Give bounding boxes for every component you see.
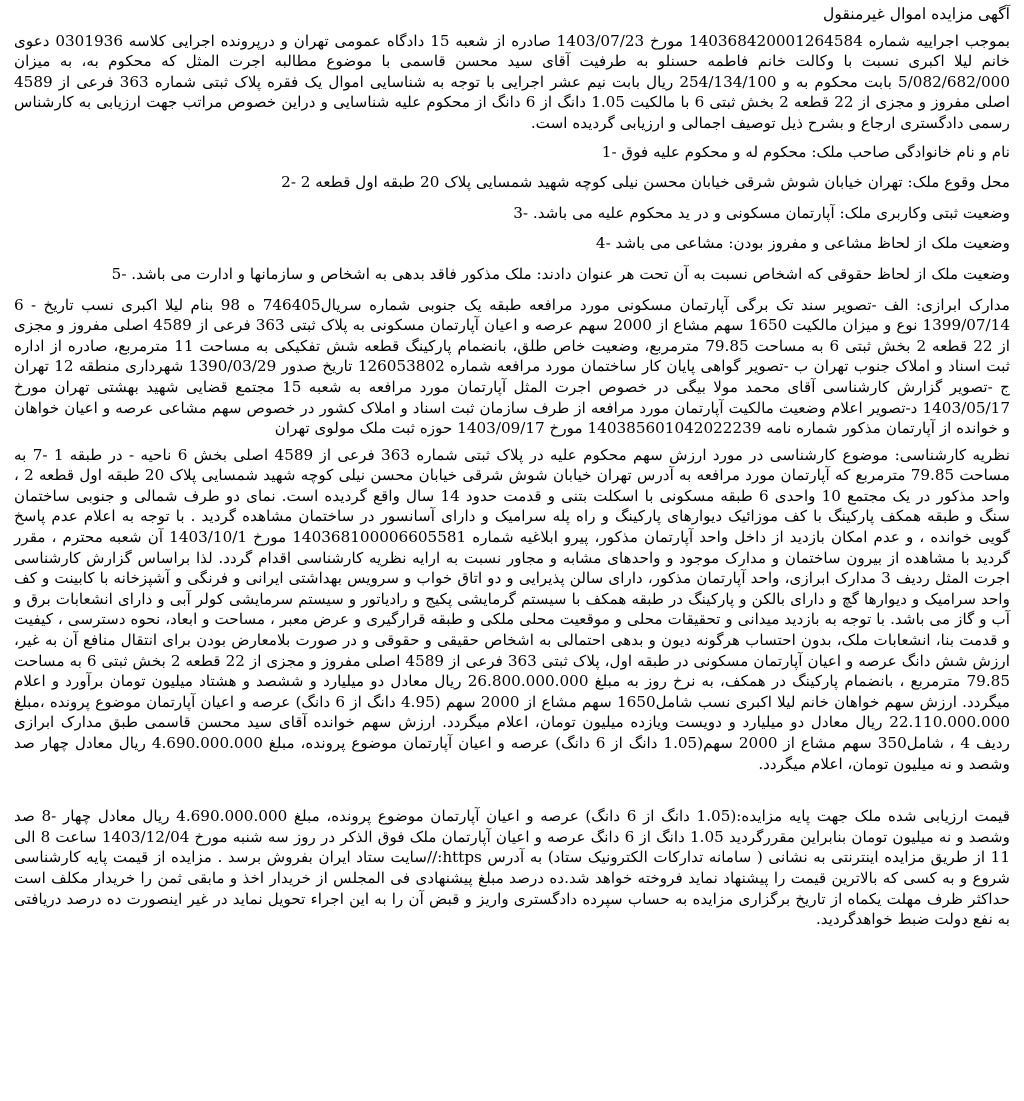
intro-paragraph: بموجب اجراییه شماره 140368420001264584 مورخ 1403/07/23 صادره از شعبه 15 دادگاه عمومی تهران و درپرونده اجرایی کلاسه 0301936 دعوی خانم لیلا اکبری نسبت با وکالت خانم فاطمه حسنلو به طرفیت آقای سید محسن قاسمی با موضوع مطالبه اجرت المثل که محکوم به، به میزان 5/082/682/000 بابت محکوم به و 254/134/100 ریال بابت نیم عشر اجرایی با توجه به شناسایی اموال یک فقره پلاک ثبتی شماره 363 فرعی از 4589 اصلی مفروز و مجزی از 22 قطعه 2 بخش ثبتی 6 با مالکیت 1.05 دانگ از 6 دانگ از محکوم علیه شناسایی و دراین خصوص مراتب جهت ارزیابی به کارشناس رسمی دادگستری ارجاع و بشرح ذیل توصیف اجمالی و ارزیابی گردیده است. — [14, 31, 1011, 132]
item-4-ownership-status: وضعیت ملک از لحاظ مشاعی و مفروز بودن: مشاعی می باشد -4 — [595, 234, 1010, 253]
item-8-base-price: قیمت ارزیابی شده ملک جهت پایه مزایده:(1.05 دانگ از 6 دانگ) عرصه و اعیان آپارتمان موضوع پرونده، مبلغ 4.690.000.000 ریال معادل چهار -8 صد وشصد و نه میلیون تومان بنابراین مقررگردید 1.05 دانگ از 6 دانگ عرصه و اعیان آپارتمان ملک فوق الذکر در روز سه شنبه مورخ 1403/12/04 ساعت 8 الی 11 از طریق مزایده اینترنتی به نشانی ( سامانه تدارکات الکترونیک ستاد) به آدرس https://سایت ستاد ایران بفروش برسد . مزایده از قیمت پایه کارشناسی شروع و به کسی که بالاترین قیمت را پیشنهاد نماید فروخته خواهد شد.ده درصد مبلغ پیشنهادی فی المجلس از خریدار اخذ و مابقی ثمن را خریدار مکلف است حداکثر ظرف مهلت یکماه از تاریخ برگزاری مزایده به حساب سپرده دادگستری واریز و قبض آن را به این اجراء تحویل نماید در غیر اینصورت ده درصد دریافتی به نفع دولت ضبط خواهدگردید. — [14, 807, 1011, 929]
auction-notice — [14, 4, 1010, 930]
item-3-registration-status: وضعیت ثبتی وکاربری ملک: آپارتمان مسکونی و در ید محکوم علیه می باشد. -3 — [513, 203, 1010, 222]
notice-title: آگهی مزایده اموال غیرمنقول — [823, 5, 1010, 23]
item-7-expert-opinion: نظریه کارشناسی: موضوع کارشناسی در مورد ارزش سهم محکوم علیه در پلاک ثبتی شماره 363 فرعی از 4589 اصلی بخش 6 ناحیه - در طبقه 1 -7 به مساحت 79.85 مترمربع که آپارتمان مورد مرافعه به آدرس تهران خیابان شوش شرقی خیابان محسن نیلی کوچه شهید شمسایی پلاک 20 طبقه اول قطعه 2 ، واحد مذکور در یک مجتمع 10 واحدی 6 طبقه مسکونی با اسکلت بتنی و قدمت حدود 14 سال واقع گردیده است. نمای دو طرف شمالی و جنوبی ساختمان سنگ و طبقه همکف پارکینگ با کف موزائیک دیوارهای پارکینگ و راه پله سرامیک و دارای آسانسور در ساختمان مشاهده گردید . با توجه به اعلام عدم پاسخ گویی خوانده ، و عدم امکان بازدید از داخل واحد آپارتمان مذکور، پیرو ابلاغیه شماره 140368100006605581 مورخ 1403/10/1 آن شعبه محترم ، مقرر گردید با مشاهده از بیرون ساختمان و مدارک موجود و واحدهای مشابه و مجاور نسبت به ارایه نظریه کارشناسی اقدام گردد. لذا براساس گزارش کارشناسی اجرت المثل ردیف 3 مدارک ابرازی، واحد آپارتمان مذکور، دارای سالن پذیرایی و دو اتاق خواب و سرویس بهداشتی ایرانی و فرنگی و آشپزخانه با کابینت و کف واحد سرامیک و دیوارها گچ و دارای بالکن و پارکینگ در طبقه همکف با سیستم گرمایشی پکیج و رادیاتور و سیستم سرمایشی کولر آبی و دارای انشعابات برق و آب و گاز می باشد. با توجه به بازدید میدانی و تحقیقات محلی و موقعیت محلی ملکی و طبقه قرارگیری و عرض معبر ، مساحت و ابعاد، نحوه دسترسی ، کیفیت و قدمت بنا، انشعابات ملک، بدون احتساب هرگونه دیون و بدهی احتمالی به اشخاص حقیقی و حقوقی و در صورت بلامعارض بودن برای انتقال منافع آن به غیر، ارزش شش دانگ عرصه و اعیان آپارتمان مسکونی در طبقه اول، پلاک ثبتی 363 فرعی از 4589 اصلی مفروز و مجزی از 22 قطعه 2 بخش ثبتی 6 به مساحت 79.85 مترمربع ، بانضمام پارکینگ در همکف، به نرخ روز به مبلغ 26.800.000.000 ریال معادل دو میلیارد و ششصد و هشتاد میلیون تومان برآورد و اعلام میگردد. ارزش سهم خواهان خانم لیلا اکبری نسب شامل1650 سهم مشاع از 2000 سهم (4.95 دانگ از 6 دانگ) عرصه و اعیان آپارتمان موضوع پرونده ،مبلغ 22.110.000.000 ریال معادل دو میلیارد و دویست ویازده میلیون تومان، اعلام میگردد. ارزش سهم خوانده آقای سید محسن قاسمی طبق مدارک ابرازی ردیف 4 ، شامل350 سهم مشاع از 2000 سهم(1.05 دانگ از 6 دانگ) عرصه و اعیان آپارتمان موضوع پرونده، مبلغ 4.690.000.000 ریال معادل چهار صد وشصد و نه میلیون تومان، اعلام میگردد. — [14, 445, 1011, 773]
item-2-location: محل وقوع ملک: تهران خیابان شوش شرقی خیابان محسن نیلی کوچه شهید شمسایی پلاک 20 طبقه اول قطعه 2 -2 — [281, 173, 1010, 192]
item-6-documents: مدارک ابرازی: الف -تصویر سند تک برگی آپارتمان مسکونی مورد مرافعه طبقه یک جنوبی شماره سریال746405 ه 98 بنام لیلا اکبری نسب تاریخ - 6 1399/07/14 نوع و میزان مالکیت 1650 سهم مشاع از 2000 سهم عرصه و اعیان آپارتمان مسکونی به پلاک ثبتی 363 فرعی از 4589 اصلی مفروز و مجزی از 22 قطعه 2 بخش ثبتی 6 به مساحت 79.85 مترمربع، وضعیت خاص طلق، بانضمام پارکینگ قطعه شش تفکیکی به مساحت 11 مترمربع، صادره از اداره ثبت اسناد و املاک جنوب تهران ب -تصویر گواهی پایان کار ساختمان مورد مرافعه شماره 126053802 تاریخ صدور 1390/03/29 شهرداری منطقه 12 تهران ج -تصویر گزارش کارشناسی آقای محمد مولا بیگی در خصوص اجرت المثل آپارتمان مورد مرافعه به شعبه 15 مجتمع قضایی شهید بهشتی تهران مورخ 1403/05/17 د-تصویر اعلام وضعیت مالکیت آپارتمان مورد مرافعه از طرف سازمان ثبت اسناد و املاک کشور در خصوص سهم مشاعی عرصه و اعیان خواهان و خوانده از آپارتمان مذکور شماره نامه 140385601042022239 مورخ 1403/09/17 حوزه ثبت ملک مولوی تهران — [14, 295, 1011, 438]
item-1-owner: نام و نام خانوادگی صاحب ملک: محکوم له و محکوم علیه فوق -1 — [601, 142, 1010, 161]
item-5-legal-rights: وضعیت ملک از لحاظ حقوقی که اشخاص نسبت به آن تحت هر عنوان دادند: ملک مذکور فاقد بدهی به اشخاص و سازمانها و ادارت می باشد. -5 — [111, 264, 1010, 283]
section-gap — [14, 780, 1010, 806]
